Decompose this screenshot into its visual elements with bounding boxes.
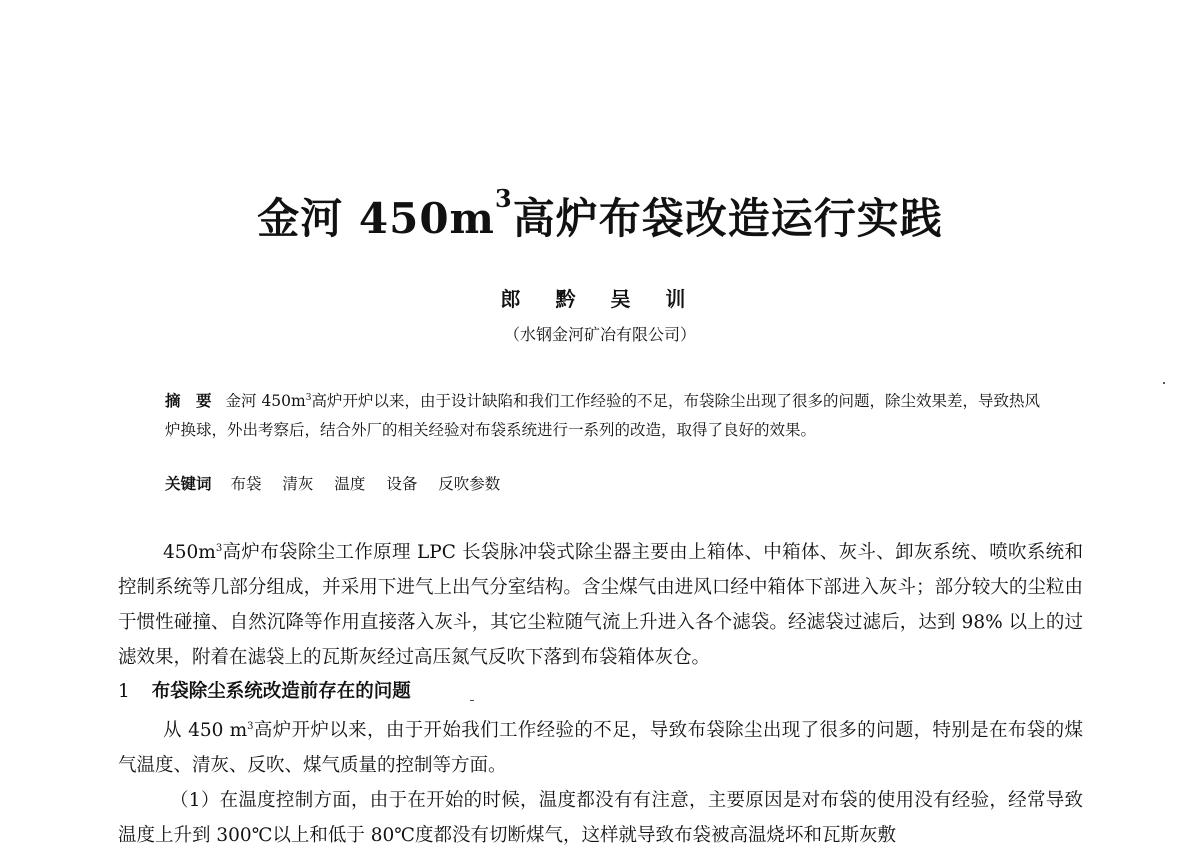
p2-superscript: 3 [247, 721, 254, 733]
p1-pre: 450m [163, 542, 216, 564]
keyword-item: 布袋 [230, 475, 262, 493]
affiliation: （水钢金河矿冶有限公司） [503, 325, 696, 344]
paper-title [0, 186, 1200, 246]
abstract-superscript: 3 [305, 393, 312, 403]
title-superscript: 3 [495, 184, 513, 213]
authors: 郎 黔 吴 训 [500, 287, 700, 311]
body-text [118, 532, 1083, 853]
keywords-label: 关键词 [165, 474, 212, 493]
paragraph-problems [118, 710, 1083, 784]
scan-speck [1163, 382, 1165, 384]
abstract-text-post: 高炉开炉以来，由于设计缺陷和我们工作经验的不足，布袋除尘出现了很多的问题，除尘效果差，导致热风炉换球，外出考察后，结合外厂的相关经验对布袋系统进行一系列的改造，取得了良好的效果。 [165, 392, 1040, 440]
keyword-item: 清灰 [282, 475, 314, 493]
paragraph-intro [118, 532, 1083, 675]
title-suffix: 高炉布袋改造运行实践 [512, 194, 943, 243]
abstract-label: 摘 要 [165, 391, 212, 411]
p1-superscript: 3 [215, 543, 223, 554]
scan-speck [470, 700, 474, 701]
abstract-text-pre: 金河 450m [225, 392, 306, 411]
keyword-item: 反吹参数 [438, 475, 501, 493]
p2-pre: 从 450 m [163, 720, 248, 742]
section-title: 布袋除尘系统改造前存在的问题 [151, 681, 411, 703]
section-heading-1 [118, 675, 1083, 710]
keyword-item: 设备 [386, 475, 418, 493]
keywords [165, 472, 516, 494]
title-prefix: 金河 450m [257, 194, 495, 243]
p1-post: 高炉布袋除尘工作原理 LPC 长袋脉冲袋式除尘器主要由上箱体、中箱体、灰斗、卸灰系统、喷吹系统和控制系统等几部分组成，并采用下进气上出气分室结构。含尘煤气由进风口经中箱体下部进入灰斗；部分较大的尘粒由于惯性碰撞、自然沉降等作用直接落入灰斗，其它尘粒随气流上升进入各个滤袋。经滤袋过滤后，达到 98% 以上的过滤效果，附着在滤袋上的瓦斯灰经过高压氮气反吹下落到布袋箱体灰仓。 [118, 542, 1083, 668]
keyword-item: 温度 [334, 475, 366, 493]
abstract [165, 384, 1045, 445]
paragraph-temperature: （1）在温度控制方面，由于在开始的时候，温度都没有有注意，主要原因是对布袋的使用没有经验，经常导致温度上升到 300℃以上和低于 80℃度都没有切断煤气，这样就导致布袋被高温烧坏和瓦斯灰敷 [118, 789, 1083, 846]
p2-post: 高炉开炉以来，由于开始我们工作经验的不足，导致布袋除尘出现了很多的问题，特别是在布袋的煤气温度、清灰、反吹、煤气质量的控制等方面。 [118, 720, 1083, 777]
section-number: 1 [118, 681, 130, 703]
